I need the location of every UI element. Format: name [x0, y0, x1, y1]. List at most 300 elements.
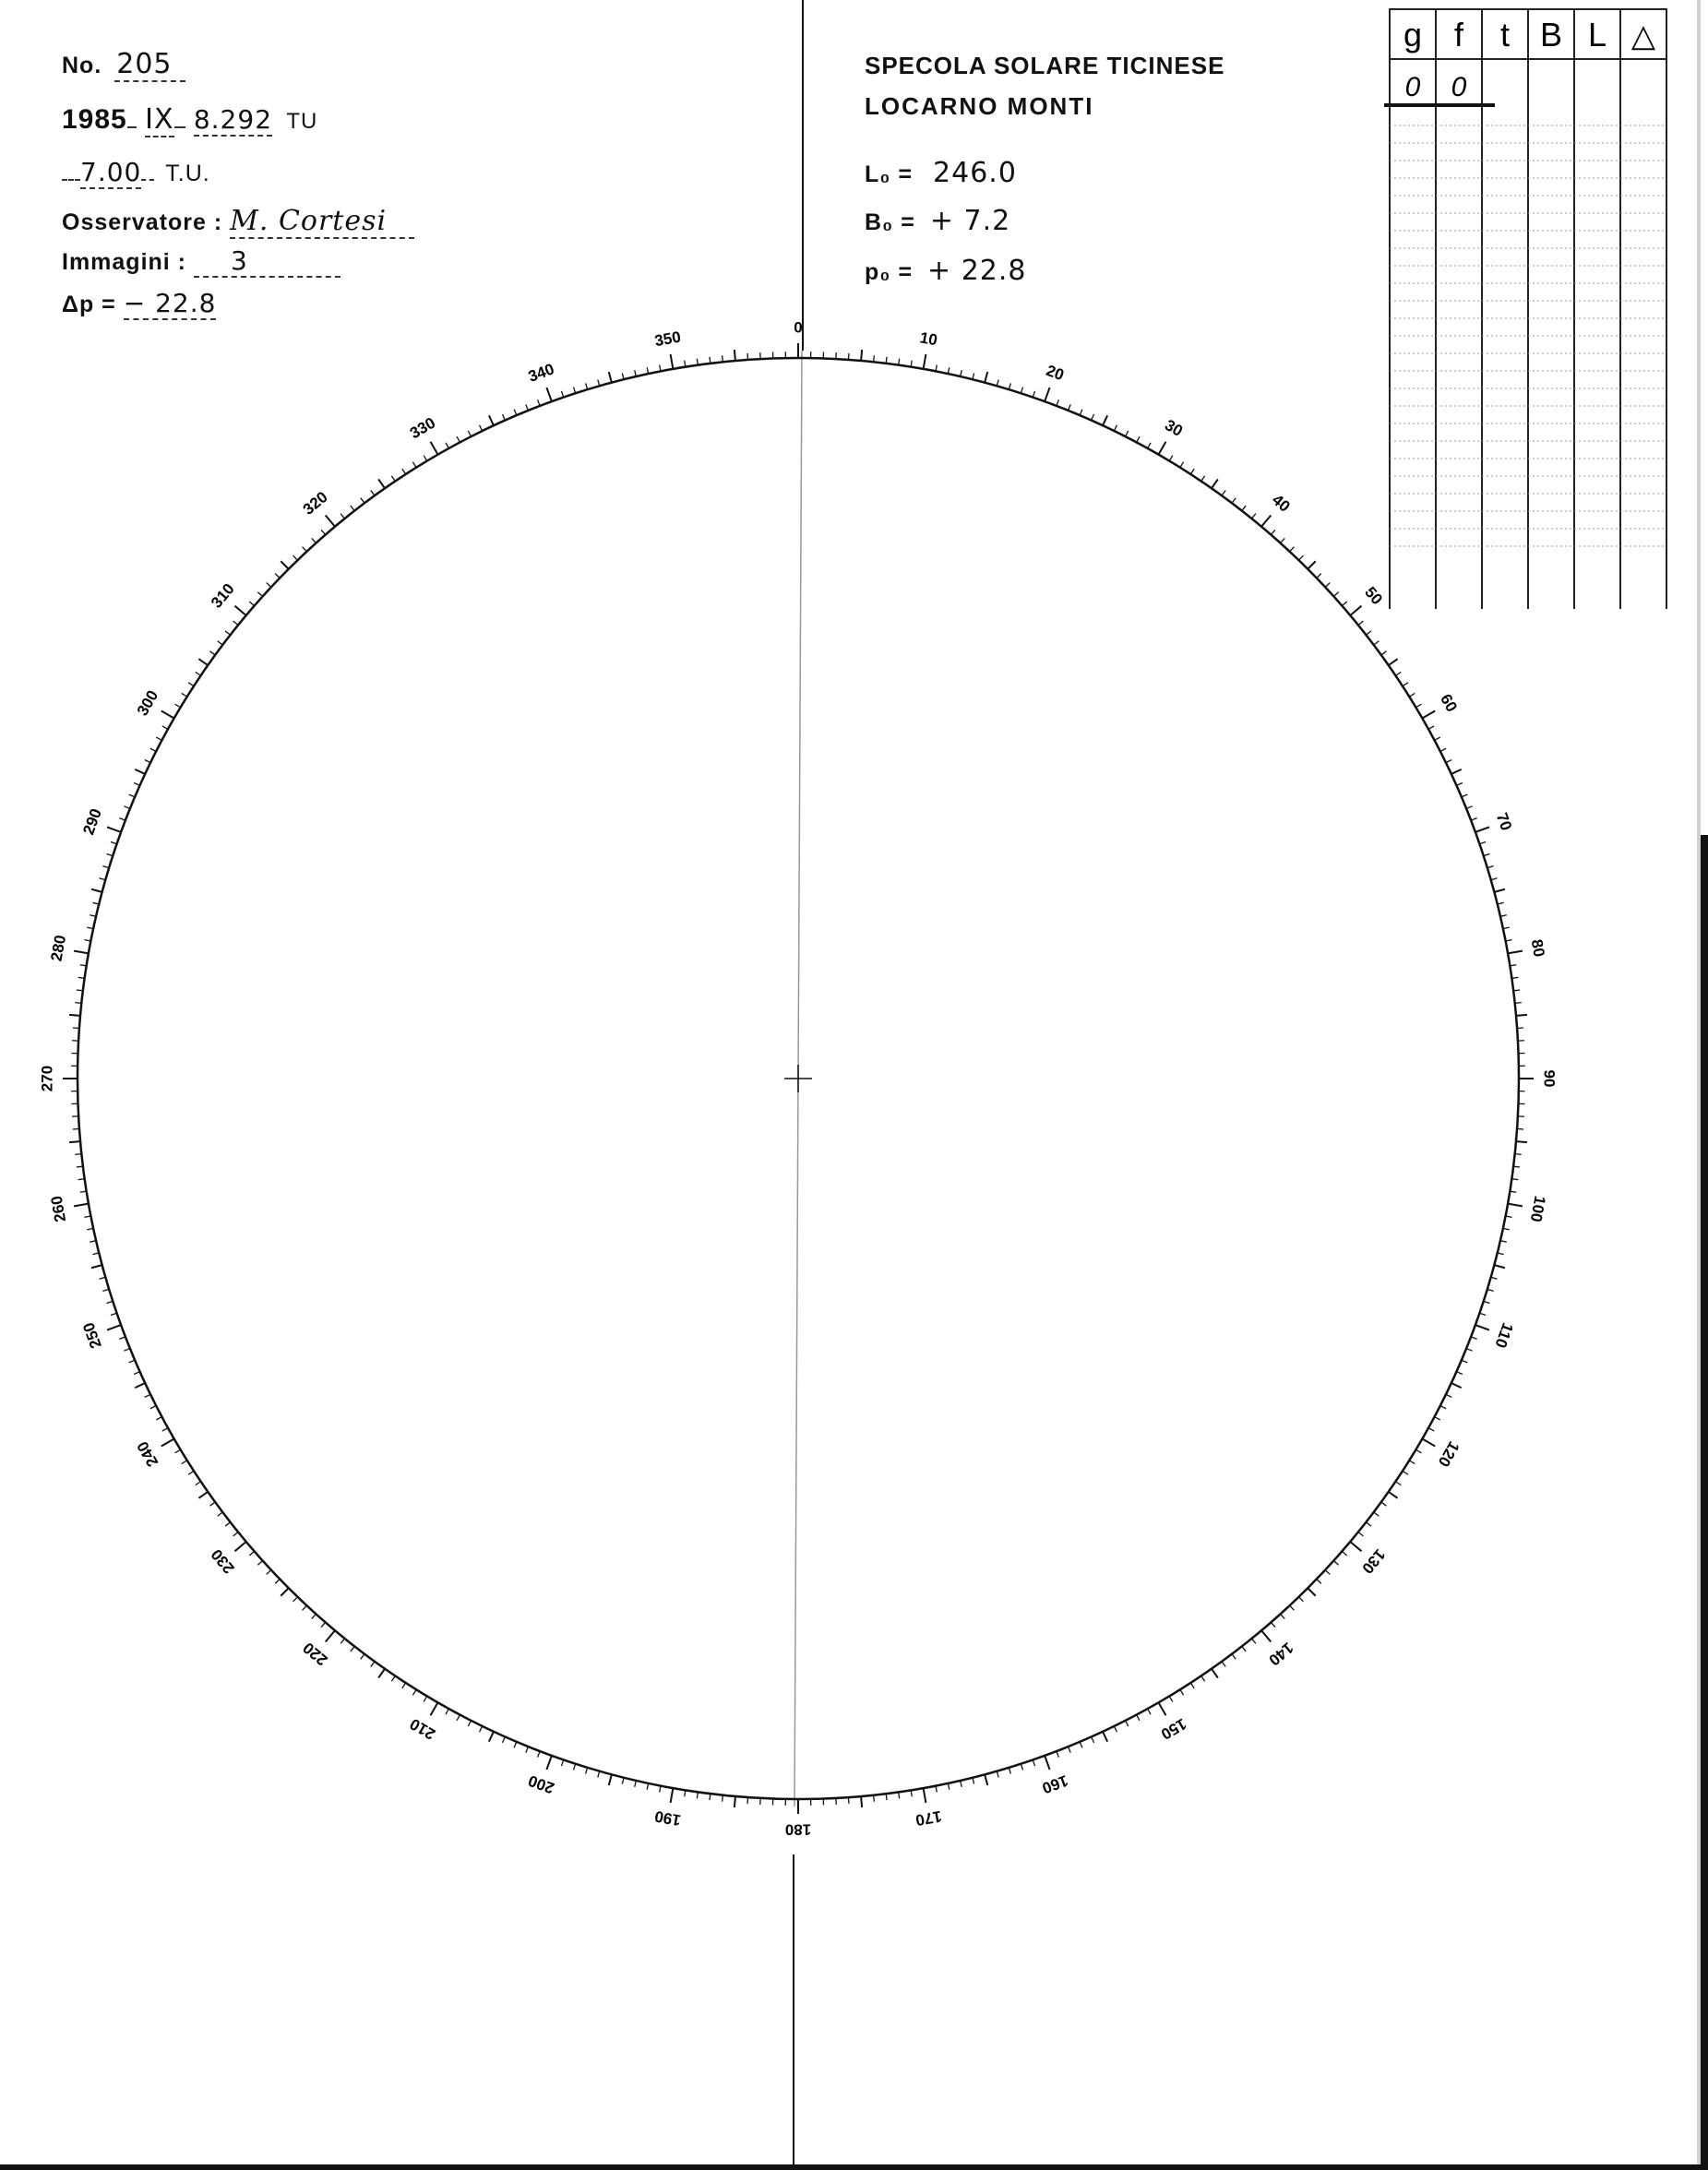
tick-246: [134, 1372, 139, 1375]
tick-218: [351, 1646, 354, 1651]
tick-95: [1516, 1141, 1527, 1142]
tick-241: [162, 1428, 168, 1431]
dp-label: Δp =: [62, 292, 116, 317]
date-day: 8.292: [193, 104, 273, 135]
tick-116: [1446, 1394, 1451, 1397]
tick-296: [145, 760, 150, 763]
degree-label-280: 280: [47, 934, 70, 963]
tick-147: [1190, 1683, 1194, 1688]
tick-36: [1222, 490, 1225, 495]
tick-149: [1169, 1696, 1173, 1701]
tick-237: [188, 1471, 194, 1474]
tick-128: [1366, 1522, 1371, 1526]
degree-label-80: 80: [1527, 937, 1548, 959]
tick-329: [424, 456, 427, 461]
tick-187: [710, 1794, 711, 1800]
tick-122: [1409, 1461, 1415, 1464]
tick-73: [1487, 866, 1494, 868]
tick-254: [100, 1277, 106, 1279]
tick-263: [77, 1166, 83, 1167]
degree-label-90: 90: [1540, 1069, 1559, 1088]
tick-318: [312, 538, 317, 542]
tick-245: [135, 1383, 145, 1388]
tick-233: [218, 1512, 223, 1516]
tick-52: [1366, 631, 1371, 635]
tick-322: [351, 506, 354, 511]
tick-26: [1114, 425, 1117, 431]
tick-25: [1103, 415, 1107, 425]
tick-24: [1092, 414, 1094, 420]
table-cell-f: 0: [1451, 72, 1467, 102]
tick-130: [1350, 1542, 1361, 1551]
tick-221: [321, 1622, 326, 1627]
tick-31: [1169, 456, 1173, 461]
observatory-name: SPECOLA SOLARE TICINESE: [865, 52, 1225, 79]
tick-108: [1484, 1301, 1490, 1303]
tick-208: [457, 1715, 460, 1721]
tick-100: [1508, 1204, 1523, 1207]
tick-255: [91, 1265, 102, 1268]
tick-118: [1435, 1417, 1440, 1420]
tick-33: [1190, 469, 1194, 474]
tick-113: [1462, 1360, 1467, 1363]
tick-348: [647, 367, 648, 374]
tick-212: [412, 1689, 416, 1695]
tick-239: [175, 1449, 181, 1453]
table-header-t: t: [1499, 16, 1511, 54]
tick-30: [1159, 442, 1166, 455]
degree-label-110: 110: [1491, 1320, 1517, 1351]
tick-230: [234, 1542, 245, 1551]
tick-300: [161, 711, 174, 719]
tick-96: [1515, 1154, 1522, 1155]
tick-224: [293, 1597, 298, 1602]
tick-324: [371, 490, 375, 495]
tick-225: [281, 1588, 288, 1595]
tick-159: [1057, 1751, 1059, 1758]
tick-18: [1021, 388, 1022, 394]
tick-286: [100, 878, 106, 880]
tick-47: [1325, 583, 1330, 588]
tick-265: [69, 1141, 80, 1142]
tick-29: [1148, 443, 1151, 448]
tick-228: [257, 1561, 262, 1566]
tick-204: [502, 1736, 505, 1742]
tick-350: [671, 354, 674, 369]
tick-291: [119, 818, 125, 821]
tick-353: [710, 357, 711, 364]
degree-label-310: 310: [208, 579, 238, 612]
tick-317: [303, 547, 307, 552]
tick-214: [391, 1675, 395, 1681]
table-header-l: L: [1587, 16, 1607, 54]
tick-236: [196, 1482, 201, 1485]
tick-115: [1451, 1383, 1462, 1388]
degree-label-220: 220: [299, 1639, 331, 1669]
tick-21: [1057, 399, 1059, 406]
tick-117: [1440, 1406, 1446, 1409]
tick-194: [622, 1778, 624, 1784]
table-header-b: B: [1539, 16, 1563, 54]
tick-134: [1317, 1580, 1321, 1584]
tick-137: [1290, 1605, 1295, 1610]
tick-289: [111, 841, 117, 843]
tick-338: [526, 404, 529, 410]
tick-311: [249, 602, 254, 606]
tick-339: [538, 399, 541, 406]
tick-139: [1271, 1622, 1275, 1627]
tick-197: [586, 1768, 588, 1774]
tick-135: [1308, 1588, 1315, 1595]
tick-72: [1484, 853, 1490, 855]
data-table: [1384, 9, 1666, 609]
tick-151: [1148, 1709, 1151, 1714]
tick-313: [267, 583, 271, 588]
tick-257: [90, 1241, 96, 1243]
tick-165: [985, 1774, 987, 1785]
tick-64: [1446, 760, 1451, 763]
tick-301: [175, 704, 181, 708]
tick-125: [1389, 1492, 1398, 1498]
tick-34: [1201, 476, 1205, 482]
tick-77: [1500, 915, 1507, 917]
tick-303: [188, 683, 194, 686]
tick-193: [635, 1781, 637, 1787]
tick-46: [1317, 574, 1321, 578]
tick-53: [1374, 641, 1380, 645]
tick-284: [92, 902, 99, 904]
tick-170: [924, 1788, 926, 1803]
degree-label-340: 340: [526, 360, 557, 386]
tick-341: [561, 391, 563, 398]
tick-249: [119, 1337, 125, 1340]
tick-132: [1333, 1561, 1338, 1566]
record-number-label: No.: [62, 53, 102, 78]
tick-332: [457, 436, 460, 442]
tick-39: [1251, 514, 1255, 519]
tick-146: [1201, 1675, 1205, 1681]
tick-299: [162, 726, 168, 729]
tick-51: [1358, 621, 1363, 625]
tick-280: [74, 951, 89, 954]
tick-196: [598, 1771, 600, 1778]
images-label: Immagini :: [62, 249, 187, 275]
tick-70: [1475, 827, 1489, 831]
table-header-g: g: [1403, 16, 1423, 54]
tick-164: [997, 1771, 998, 1778]
tick-114: [1456, 1372, 1462, 1375]
degree-label-30: 30: [1162, 416, 1186, 440]
tick-282: [87, 927, 93, 928]
tick-41: [1271, 530, 1275, 534]
tick-20: [1045, 388, 1049, 401]
tick-258: [87, 1228, 93, 1229]
tick-162: [1021, 1764, 1022, 1771]
tick-320: [326, 515, 335, 526]
degree-label-330: 330: [406, 413, 439, 443]
date-suffix: TU: [286, 109, 318, 134]
tick-309: [233, 621, 238, 625]
tick-43: [1290, 547, 1295, 552]
tick-84: [1515, 1003, 1522, 1004]
tick-23: [1080, 410, 1082, 415]
tick-276: [75, 1003, 81, 1004]
tick-28: [1137, 436, 1140, 442]
tick-287: [102, 866, 109, 868]
tick-205: [489, 1732, 494, 1742]
tick-247: [129, 1360, 135, 1363]
tick-120: [1422, 1439, 1435, 1447]
tick-202: [526, 1747, 529, 1752]
tick-27: [1126, 431, 1129, 436]
tick-142: [1242, 1646, 1246, 1651]
degree-label-100: 100: [1526, 1194, 1549, 1223]
tick-148: [1180, 1689, 1184, 1695]
tick-347: [635, 370, 637, 376]
tick-201: [538, 1751, 541, 1758]
tick-6: [874, 355, 875, 362]
tick-85: [1516, 1015, 1527, 1016]
degree-label-0: 0: [794, 318, 803, 337]
tick-106: [1491, 1277, 1498, 1279]
l0-label: L₀ =: [865, 161, 914, 187]
tick-290: [107, 827, 121, 831]
tick-112: [1466, 1349, 1472, 1352]
tick-253: [102, 1289, 109, 1291]
tick-65: [1451, 769, 1462, 774]
tick-314: [275, 574, 280, 578]
tick-244: [145, 1394, 150, 1397]
degree-label-200: 200: [526, 1771, 557, 1797]
degree-label-140: 140: [1265, 1639, 1297, 1669]
tick-305: [198, 659, 208, 665]
observatory-location: LOCARNO MONTI: [865, 92, 1094, 120]
tick-293: [129, 794, 135, 797]
tick-310: [234, 606, 245, 615]
tick-232: [225, 1522, 231, 1526]
tick-252: [107, 1301, 113, 1303]
tick-62: [1435, 737, 1440, 740]
tick-63: [1440, 748, 1446, 751]
tick-68: [1466, 806, 1472, 809]
degree-label-180: 180: [784, 1820, 812, 1839]
tick-37: [1232, 498, 1236, 504]
tick-10: [924, 354, 926, 369]
tick-222: [312, 1614, 317, 1618]
tick-129: [1358, 1532, 1363, 1535]
tick-74: [1491, 878, 1498, 880]
tick-198: [573, 1764, 575, 1771]
degree-label-50: 50: [1361, 583, 1386, 609]
tick-297: [150, 748, 156, 751]
tick-141: [1251, 1639, 1255, 1643]
degree-label-270: 270: [38, 1065, 56, 1092]
tick-323: [361, 498, 364, 504]
tick-226: [275, 1580, 280, 1584]
tick-304: [196, 672, 201, 675]
tick-328: [412, 462, 416, 468]
degree-label-20: 20: [1044, 361, 1067, 385]
tick-345: [609, 372, 612, 383]
tick-160: [1045, 1756, 1049, 1770]
tick-174: [874, 1795, 875, 1802]
tick-102: [1503, 1228, 1510, 1229]
observer-value: M. Cortesi: [230, 205, 414, 239]
tick-127: [1374, 1512, 1380, 1516]
degree-label-150: 150: [1157, 1714, 1190, 1744]
degree-label-300: 300: [133, 686, 162, 720]
degree-label-70: 70: [1492, 810, 1516, 833]
tick-121: [1415, 1449, 1421, 1453]
tick-302: [182, 693, 187, 697]
degree-label-250: 250: [79, 1319, 105, 1351]
tick-38: [1242, 506, 1246, 511]
tick-307: [218, 641, 223, 645]
table-header-f: f: [1453, 16, 1464, 54]
tick-7: [886, 357, 887, 364]
tick-138: [1281, 1614, 1285, 1618]
degree-label-230: 230: [208, 1545, 238, 1578]
dp-value: − 22.8: [123, 288, 217, 318]
tick-306: [209, 651, 215, 655]
tick-12: [948, 367, 949, 374]
tick-175: [861, 1796, 862, 1807]
tick-136: [1299, 1597, 1304, 1602]
degree-label-160: 160: [1039, 1771, 1070, 1797]
tick-17: [1009, 383, 1010, 389]
tick-308: [225, 631, 231, 635]
tick-71: [1479, 841, 1486, 843]
degree-label-10: 10: [918, 328, 939, 350]
degree-label-40: 40: [1268, 491, 1294, 516]
tick-209: [446, 1709, 448, 1714]
date-month: IX: [145, 103, 174, 136]
tick-343: [586, 383, 588, 389]
tick-223: [303, 1605, 307, 1610]
tick-227: [267, 1570, 271, 1575]
tick-325: [378, 479, 385, 488]
degree-label-190: 190: [653, 1806, 683, 1830]
tick-145: [1212, 1669, 1218, 1678]
tick-283: [90, 915, 96, 917]
tick-295: [135, 769, 145, 774]
tick-109: [1479, 1313, 1486, 1315]
tick-167: [961, 1781, 962, 1787]
tick-50: [1350, 606, 1361, 615]
tick-22: [1069, 404, 1071, 410]
tick-336: [502, 414, 505, 420]
tick-199: [561, 1759, 563, 1766]
p0-value: + 22.8: [927, 255, 1027, 287]
tick-154: [1114, 1726, 1117, 1732]
tick-248: [124, 1349, 129, 1352]
degree-label-60: 60: [1437, 691, 1461, 715]
tick-231: [233, 1532, 238, 1535]
tick-220: [326, 1630, 335, 1641]
tick-67: [1462, 794, 1467, 797]
tick-54: [1381, 651, 1387, 655]
tick-335: [489, 415, 494, 425]
tick-203: [514, 1742, 517, 1747]
tick-161: [1033, 1759, 1034, 1766]
degree-label-350: 350: [653, 328, 683, 351]
tick-200: [546, 1756, 551, 1770]
tick-215: [378, 1669, 385, 1678]
tick-331: [446, 443, 448, 448]
tick-256: [92, 1253, 99, 1255]
tick-242: [156, 1417, 161, 1420]
tick-217: [361, 1654, 364, 1660]
tick-334: [480, 425, 483, 431]
tick-126: [1381, 1502, 1387, 1506]
tick-250: [107, 1325, 121, 1329]
tick-76: [1498, 902, 1504, 904]
tick-66: [1456, 782, 1462, 785]
tick-344: [598, 380, 600, 387]
tick-216: [371, 1662, 375, 1667]
l0-value: 246.0: [933, 157, 1017, 189]
degree-label-260: 260: [47, 1194, 70, 1223]
tick-285: [91, 889, 102, 892]
tick-35: [1212, 479, 1218, 488]
images-value: 3: [194, 245, 340, 278]
tick-333: [468, 431, 471, 436]
tick-80: [1508, 951, 1523, 954]
tick-340: [546, 388, 551, 401]
tick-60: [1422, 711, 1435, 719]
tick-32: [1180, 462, 1184, 468]
tick-195: [609, 1774, 612, 1785]
tick-326: [391, 476, 395, 482]
tick-13: [961, 370, 962, 376]
tick-173: [886, 1794, 887, 1800]
tick-144: [1222, 1662, 1225, 1667]
tick-140: [1261, 1630, 1271, 1641]
degree-label-120: 120: [1434, 1437, 1463, 1471]
record-number-value: 205: [114, 48, 185, 82]
tick-69: [1471, 818, 1477, 821]
tick-78: [1503, 927, 1510, 928]
tick-312: [257, 592, 262, 597]
tick-105: [1494, 1265, 1505, 1268]
tick-124: [1395, 1482, 1401, 1485]
tick-59: [1415, 704, 1421, 708]
tick-210: [431, 1702, 438, 1715]
scan-edge-bottom: [0, 2164, 1708, 2170]
tick-192: [647, 1783, 648, 1790]
tick-57: [1403, 683, 1408, 686]
tick-229: [249, 1551, 254, 1556]
tick-153: [1126, 1721, 1129, 1726]
degree-label-290: 290: [79, 806, 105, 838]
tick-316: [293, 555, 298, 560]
tick-119: [1428, 1428, 1434, 1431]
degree-label-130: 130: [1358, 1545, 1389, 1578]
tick-243: [150, 1406, 156, 1409]
tick-150: [1159, 1702, 1166, 1715]
scan-edge-right: [1695, 0, 1708, 2170]
tick-264: [75, 1154, 81, 1155]
tick-123: [1403, 1471, 1408, 1474]
tick-14: [973, 373, 974, 379]
tick-190: [671, 1788, 674, 1803]
tick-319: [321, 530, 326, 534]
tick-292: [124, 806, 129, 809]
tick-44: [1299, 555, 1304, 560]
tick-321: [340, 514, 344, 519]
tick-15: [985, 372, 987, 383]
tick-346: [622, 373, 624, 379]
